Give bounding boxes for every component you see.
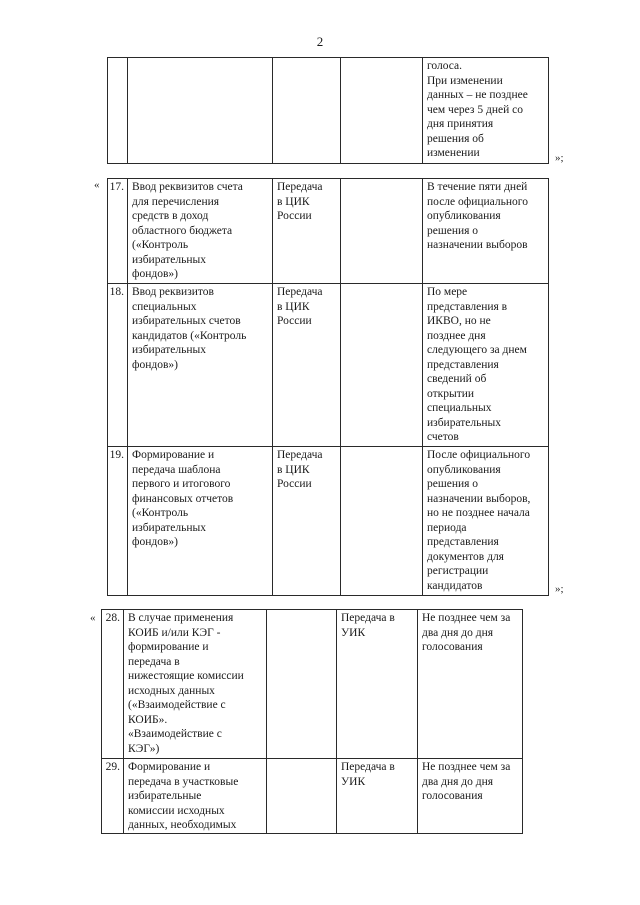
table-row	[108, 284, 549, 447]
table-items-17-19	[107, 178, 549, 596]
row-action: Передача в УИК	[337, 610, 418, 759]
row-deadline: голоса. При изменении данных – не позднее чем через 5 дней со дня принятия решения об изменении	[423, 58, 549, 164]
table-row	[108, 58, 549, 164]
row-action: Передача в ЦИК России	[273, 447, 341, 596]
row-extra	[341, 284, 423, 447]
row-extra	[267, 610, 337, 759]
row-action: Передача в ЦИК России	[273, 284, 341, 447]
row-extra	[267, 759, 337, 834]
page-number: 2	[316, 34, 324, 49]
row-number: 17.	[108, 179, 128, 284]
row-deadline: Не позднее чем за два дня до дня голосования	[418, 610, 523, 759]
row-deadline: В течение пяти дней после официального опубликования решения о назначении выборов	[423, 179, 549, 284]
row-name: Ввод реквизитов специальных избирательных счетов кандидатов («Контроль избирательных фондов»)	[128, 284, 273, 447]
row-name: Формирование и передача шаблона первого и итогового финансовых отчетов («Контроль избирательных фондов»)	[128, 447, 273, 596]
table-row	[108, 447, 549, 596]
row-number: 28.	[102, 610, 124, 759]
row-action: Передача в УИК	[337, 759, 418, 834]
row-number: 19.	[108, 447, 128, 596]
row-number: 18.	[108, 284, 128, 447]
closing-quote: »;	[555, 583, 564, 595]
row-action	[273, 58, 341, 164]
row-deadline: По мере представления в ИКВО, но не позднее дня следующего за днем представления сведений об открытии специальных избирательных счетов	[423, 284, 549, 447]
row-deadline: После официального опубликования решения о назначении выборов, но не позднее начала периода представления документов для регистрации кандидатов	[423, 447, 549, 596]
row-action: Передача в ЦИК России	[273, 179, 341, 284]
opening-quote: «	[94, 179, 100, 191]
opening-quote: «	[90, 612, 96, 624]
table-row	[102, 759, 523, 834]
row-name: В случае применения КОИБ и/или КЭГ - формирование и передача в нижестоящие комиссии исходных данных («Взаимодействие с КОИБ». «Взаимодействие с КЭГ»)	[124, 610, 267, 759]
row-name: Ввод реквизитов счета для перечисления средств в доход областного бюджета («Контроль избирательных фондов»)	[128, 179, 273, 284]
row-extra	[341, 179, 423, 284]
row-name	[128, 58, 273, 164]
closing-quote: »;	[555, 152, 564, 164]
table-row	[108, 179, 549, 284]
row-number	[108, 58, 128, 164]
row-extra	[341, 447, 423, 596]
row-extra	[341, 58, 423, 164]
table-row	[102, 610, 523, 759]
row-name: Формирование и передача в участковые избирательные комиссии исходных данных, необходимых	[124, 759, 267, 834]
table-continuation	[107, 57, 549, 164]
row-deadline: Не позднее чем за два дня до дня голосования	[418, 759, 523, 834]
table-items-28-29	[101, 609, 523, 834]
row-number: 29.	[102, 759, 124, 834]
